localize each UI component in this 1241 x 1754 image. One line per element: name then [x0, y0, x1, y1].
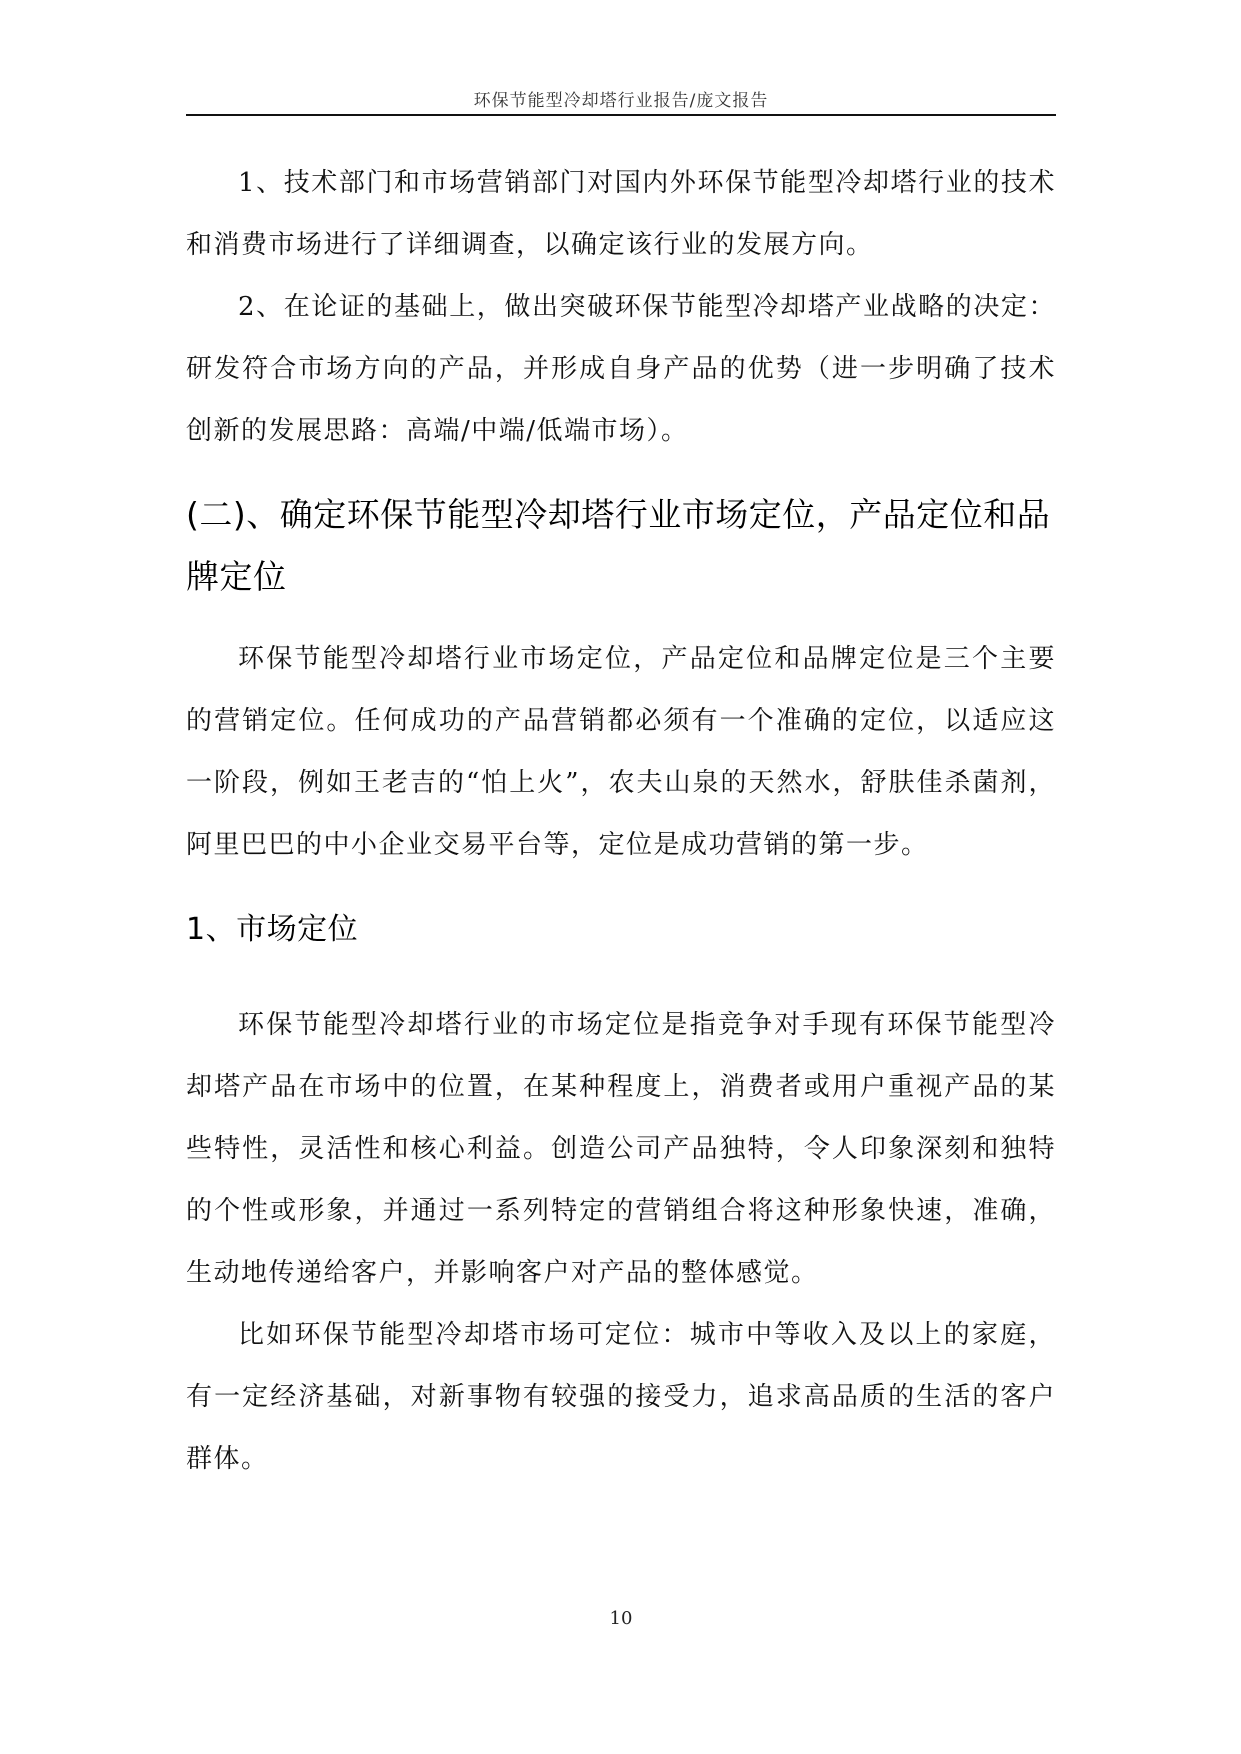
page-number: 10 — [609, 1608, 633, 1629]
paragraph-5: 比如环保节能型冷却塔市场可定位：城市中等收入及以上的家庭，有一定经济基础，对新事物有较强的接受力，追求高品质的生活的客户群体。 — [186, 1320, 1056, 1474]
subsection-heading-1: 1、市场定位 — [186, 912, 359, 947]
page-content — [186, 152, 1056, 1490]
paragraph-4: 环保节能型冷却塔行业的市场定位是指竞争对手现有环保节能型冷却塔产品在市场中的位置，在某种程度上，消费者或用户重视产品的某些特性，灵活性和核心利益。创造公司产品独特，令人印象深刻和独特的个性或形象，并通过一系列特定的营销组合将这种形象快速，准确，生动地传递给客户，并影响客户对产品的整体感觉。 — [186, 1010, 1056, 1288]
paragraph-1: 1、技术部门和市场营销部门对国内外环保节能型冷却塔行业的技术和消费市场进行了详细调查，以确定该行业的发展方向。 — [186, 168, 1056, 260]
paragraph-3: 环保节能型冷却塔行业市场定位，产品定位和品牌定位是三个主要的营销定位。任何成功的产品营销都必须有一个准确的定位，以适应这一阶段，例如王老吉的“怕上火”，农夫山泉的天然水，舒肤佳杀菌剂，阿里巴巴的中小企业交易平台等，定位是成功营销的第一步。 — [186, 644, 1056, 860]
header-divider — [186, 114, 1056, 116]
paragraph-2: 2、在论证的基础上，做出突破环保节能型冷却塔产业战略的决定：研发符合市场方向的产品，并形成自身产品的优势（进一步明确了技术创新的发展思路：高端/中端/低端市场）。 — [186, 292, 1056, 446]
section-heading-2: (二)、确定环保节能型冷却塔行业市场定位，产品定位和品牌定位 — [186, 495, 1051, 596]
running-header: 环保节能型冷却塔行业报告/庞文报告 — [473, 91, 769, 111]
